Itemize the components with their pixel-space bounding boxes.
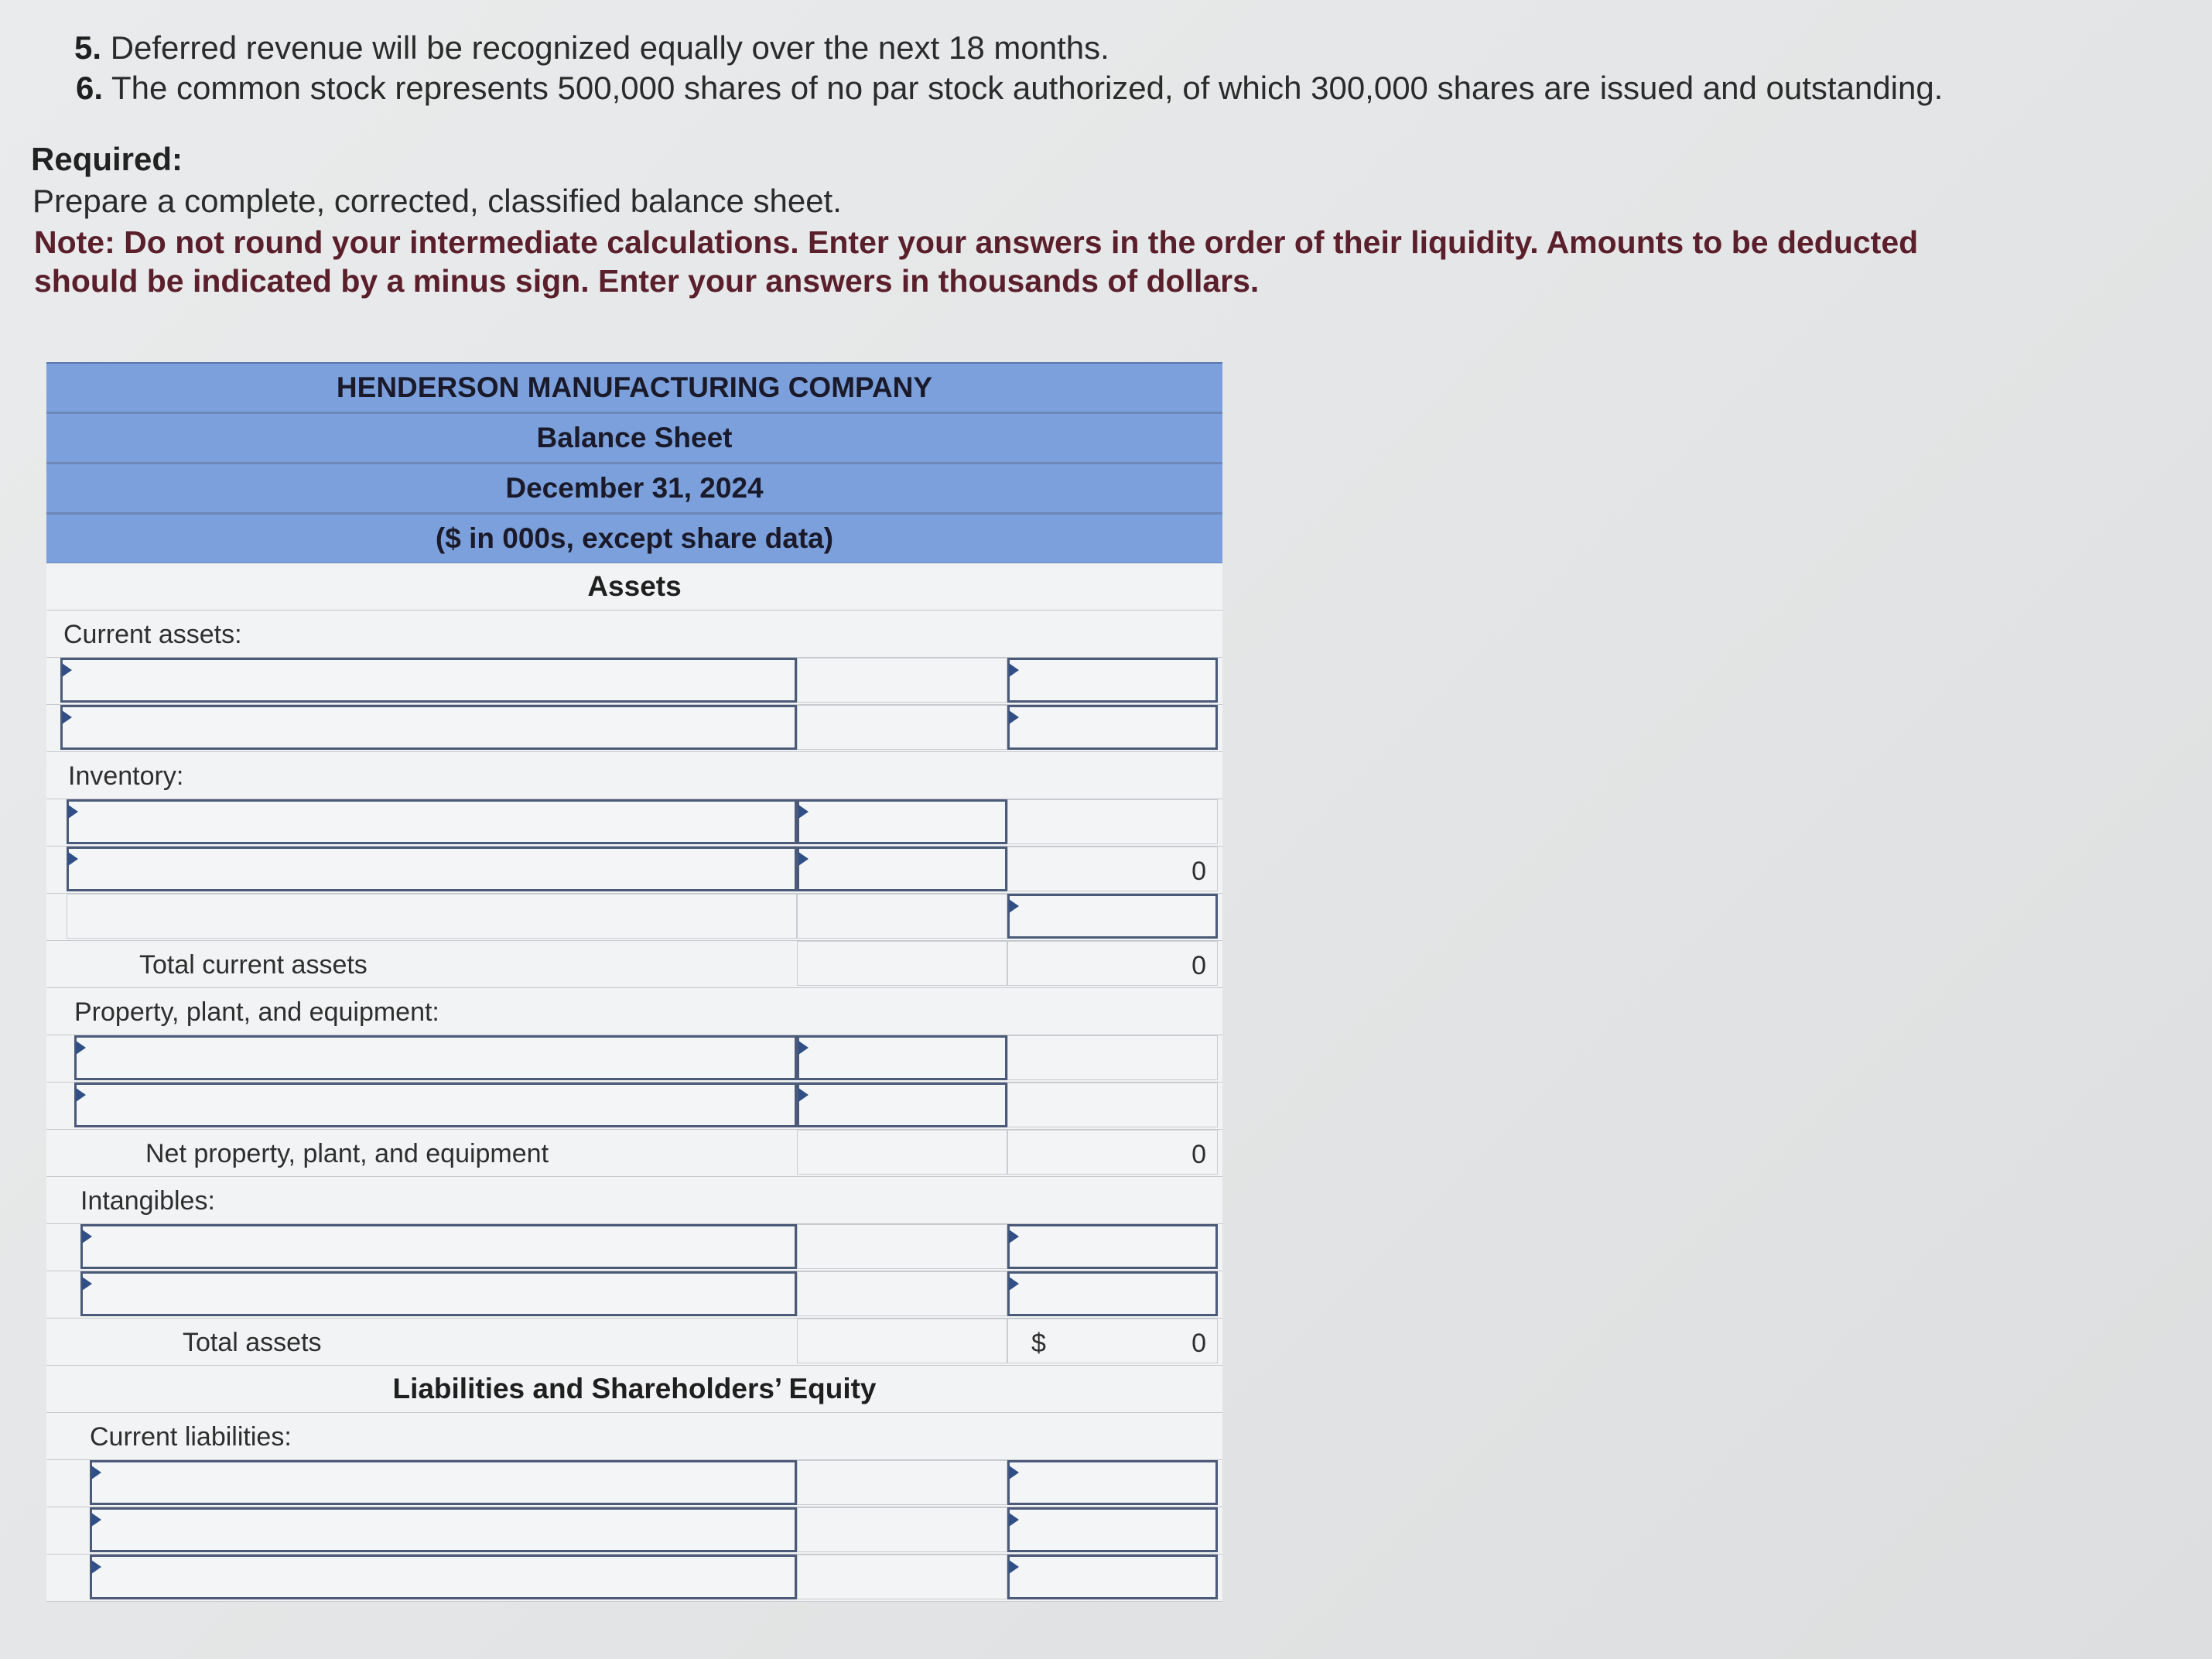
total-cell xyxy=(1007,1130,1218,1175)
required-text: Prepare a complete, corrected, classified balance sheet. xyxy=(32,183,842,219)
amount-cell xyxy=(797,1271,1007,1316)
required-note: Note: Do not round your intermediate calculations. Enter your answers in the order of their liquidity. Amounts to be deducted should be indicated by a minus sign. Enter your answers in thousands of dollars. xyxy=(34,224,1919,299)
total-cell xyxy=(1007,1083,1218,1127)
total-amount-input[interactable] xyxy=(1007,658,1218,703)
item-number: 5. xyxy=(74,29,102,66)
item-text: Deferred revenue will be recognized equally over the next 18 months. xyxy=(110,29,1109,66)
instruction-item-5 xyxy=(74,29,1109,67)
total-cell xyxy=(1007,941,1218,986)
account-name-input[interactable] xyxy=(74,1035,797,1080)
intangibles-entry-row xyxy=(46,1271,1222,1319)
ppe-label: Property, plant, and equipment: xyxy=(74,997,439,1027)
balance-sheet-table xyxy=(46,362,1222,1602)
inventory-row xyxy=(46,752,1222,799)
inventory-entry-row xyxy=(46,894,1222,941)
instruction-item-6 xyxy=(76,70,1943,107)
current-liability-entry-row xyxy=(46,1460,1222,1507)
total-amount-input[interactable] xyxy=(1007,1271,1218,1316)
amount-input[interactable] xyxy=(797,1035,1007,1080)
total-current-assets-value: 0 xyxy=(1191,951,1206,980)
intangibles-row xyxy=(46,1177,1222,1224)
item-number: 6. xyxy=(76,70,104,106)
ppe-entry-row xyxy=(46,1035,1222,1083)
total-amount-input[interactable] xyxy=(1007,894,1218,939)
statement-units: ($ in 000s, except share data) xyxy=(46,513,1222,563)
current-assets-row xyxy=(46,611,1222,658)
amount-cell xyxy=(797,705,1007,750)
net-ppe-row xyxy=(46,1130,1222,1177)
amount-cell xyxy=(797,1555,1007,1599)
amount-cell xyxy=(797,1224,1007,1269)
assets-heading: Assets xyxy=(46,563,1222,611)
amount-input[interactable] xyxy=(797,1083,1007,1127)
amount-cell xyxy=(797,1507,1007,1552)
current-liability-entry-row xyxy=(46,1507,1222,1555)
account-name-input[interactable] xyxy=(80,1271,797,1316)
amount-cell xyxy=(797,1319,1007,1363)
current-liability-entry-row xyxy=(46,1555,1222,1602)
account-name-input[interactable] xyxy=(74,1083,797,1127)
account-name-input[interactable] xyxy=(90,1460,797,1505)
account-name-input[interactable] xyxy=(60,658,797,703)
account-name-input[interactable] xyxy=(67,799,797,844)
item-text: The common stock represents 500,000 shares of no par stock authorized, of which 300,000 shares are issued and outstanding. xyxy=(111,70,1944,106)
inventory-entry-row xyxy=(46,847,1222,894)
total-cell xyxy=(1007,1035,1218,1080)
inventory-label: Inventory: xyxy=(68,761,184,791)
total-amount-input[interactable] xyxy=(1007,1460,1218,1505)
account-name-input[interactable] xyxy=(60,705,797,750)
currency-symbol: $ xyxy=(1031,1329,1046,1358)
current-liabilities-label: Current liabilities: xyxy=(90,1422,292,1452)
current-assets-label: Current assets: xyxy=(63,620,242,649)
amount-cell xyxy=(797,1460,1007,1505)
total-cell xyxy=(1007,847,1218,891)
net-ppe-label: Net property, plant, and equipment xyxy=(145,1139,549,1168)
total-assets-value: 0 xyxy=(1191,1329,1206,1358)
inventory-entry-row xyxy=(46,799,1222,847)
required-title: Required: xyxy=(31,141,183,177)
total-cell xyxy=(1007,799,1218,844)
amount-input[interactable] xyxy=(797,799,1007,844)
total-amount-input[interactable] xyxy=(1007,1507,1218,1552)
current-asset-entry-row xyxy=(46,658,1222,705)
statement-title: Balance Sheet xyxy=(46,412,1222,463)
liabilities-equity-heading: Liabilities and Shareholders’ Equity xyxy=(46,1366,1222,1413)
total-amount-input[interactable] xyxy=(1007,1555,1218,1599)
current-asset-entry-row xyxy=(46,705,1222,752)
label-cell xyxy=(67,894,797,939)
account-name-input[interactable] xyxy=(80,1224,797,1269)
amount-input[interactable] xyxy=(797,847,1007,891)
account-name-input[interactable] xyxy=(90,1507,797,1552)
total-amount-input[interactable] xyxy=(1007,705,1218,750)
total-amount-input[interactable] xyxy=(1007,1224,1218,1269)
amount-cell xyxy=(797,894,1007,939)
current-liabilities-row xyxy=(46,1413,1222,1460)
intangibles-entry-row xyxy=(46,1224,1222,1271)
amount-cell xyxy=(797,1130,1007,1175)
amount-cell xyxy=(797,658,1007,703)
total-current-assets-label: Total current assets xyxy=(139,950,368,980)
total-assets-label: Total assets xyxy=(183,1328,322,1357)
total-assets-row xyxy=(46,1319,1222,1366)
account-name-input[interactable] xyxy=(90,1555,797,1599)
ppe-entry-row xyxy=(46,1083,1222,1130)
amount-cell xyxy=(797,941,1007,986)
ppe-row xyxy=(46,988,1222,1035)
net-ppe-value: 0 xyxy=(1191,1140,1206,1169)
total-current-assets-row xyxy=(46,941,1222,988)
intangibles-label: Intangibles: xyxy=(80,1186,215,1216)
account-name-input[interactable] xyxy=(67,847,797,891)
statement-date: December 31, 2024 xyxy=(46,463,1222,513)
total-cell xyxy=(1007,1319,1218,1363)
company-name: HENDERSON MANUFACTURING COMPANY xyxy=(46,362,1222,412)
inventory-total: 0 xyxy=(1191,857,1206,886)
